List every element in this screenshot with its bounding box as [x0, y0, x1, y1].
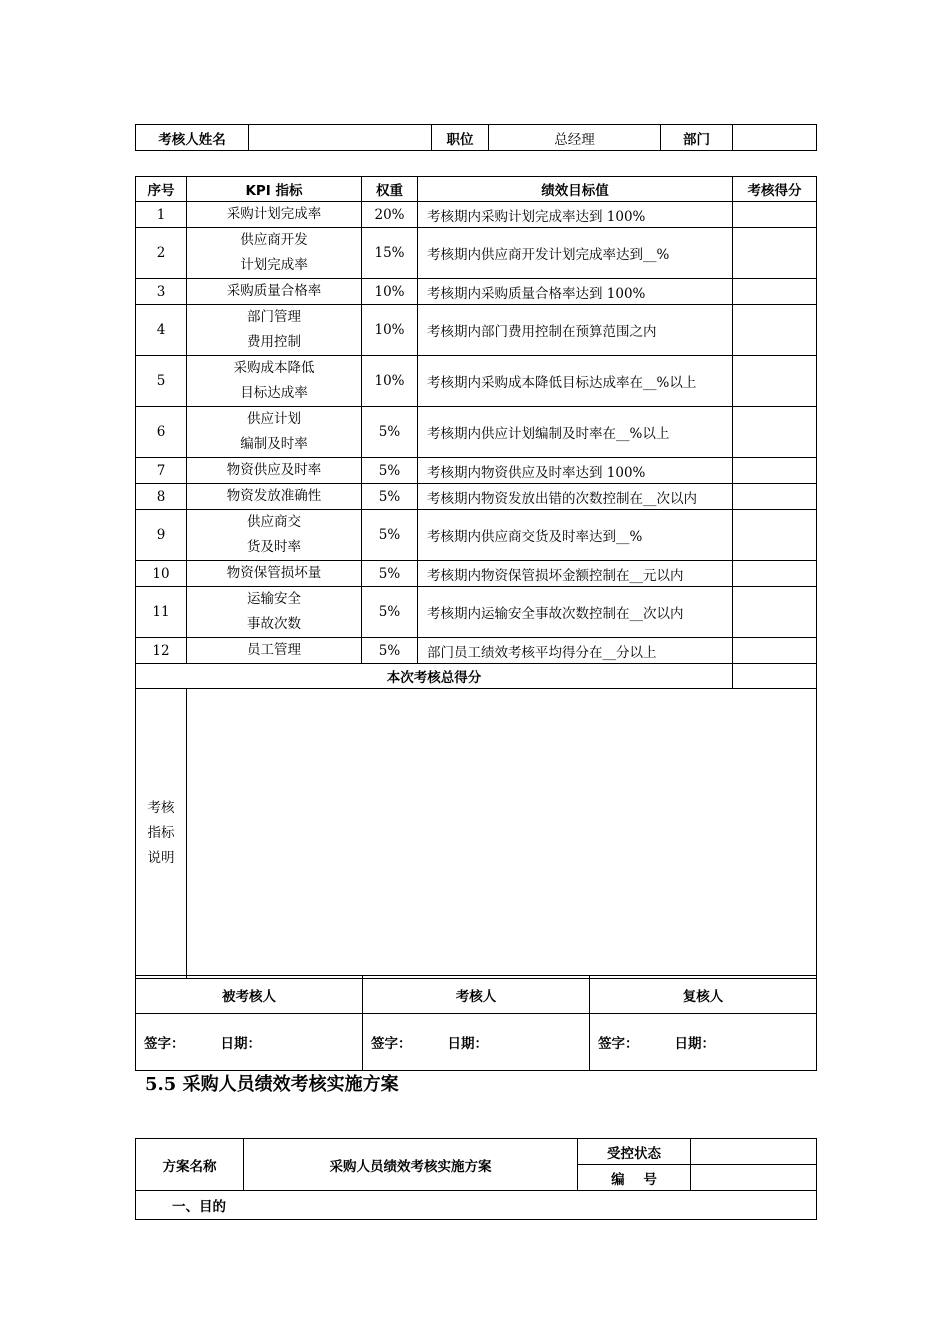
explain-label-line: 考核	[147, 800, 175, 816]
kpi-name-line: 供应计划	[247, 411, 301, 427]
table-row	[136, 510, 817, 561]
kpi-target: 考核期内物资保管损坏金额控制在__元以内	[418, 561, 733, 587]
kpi-target: 部门员工绩效考核平均得分在__分以上	[418, 638, 733, 664]
kpi-target: 考核期内采购计划完成率达到 100%	[418, 202, 733, 228]
kpi-seq: 10	[136, 561, 187, 587]
date-label: 日期：	[674, 1036, 715, 1052]
kpi-seq: 9	[136, 510, 187, 561]
kpi-seq: 6	[136, 407, 187, 458]
sign-label: 签字：	[598, 1036, 639, 1052]
table-row	[136, 638, 817, 664]
kpi-target: 考核期内运输安全事故次数控制在__次以内	[418, 587, 733, 638]
kpi-name	[187, 458, 362, 484]
kpi-name	[187, 561, 362, 587]
kpi-score-field[interactable]	[733, 458, 817, 484]
kpi-name	[187, 510, 362, 561]
kpi-score-field[interactable]	[733, 202, 817, 228]
kpi-name	[187, 407, 362, 458]
kpi-target: 考核期内物资发放出错的次数控制在__次以内	[418, 484, 733, 510]
kpi-target: 考核期内部门费用控制在预算范围之内	[418, 305, 733, 356]
total-score-label: 本次考核总得分	[136, 664, 733, 689]
control-status-label: 受控状态	[578, 1139, 691, 1165]
header-score: 考核得分	[733, 177, 817, 202]
kpi-target: 考核期内供应计划编制及时率在__%以上	[418, 407, 733, 458]
control-status-field[interactable]	[691, 1139, 817, 1165]
table-row	[136, 561, 817, 587]
explain-label-line: 说明	[147, 850, 175, 866]
assessee-info-table	[135, 124, 817, 151]
signature-table	[135, 975, 817, 1071]
reviewer-role: 复核人	[590, 976, 817, 1014]
assessee-name-label: 考核人姓名	[136, 125, 249, 151]
total-score-field[interactable]	[733, 664, 817, 689]
kpi-target: 考核期内物资供应及时率达到 100%	[418, 458, 733, 484]
kpi-weight: 10%	[362, 356, 418, 407]
kpi-score-field[interactable]	[733, 356, 817, 407]
kpi-name-line: 部门管理	[247, 309, 301, 325]
explain-label	[136, 689, 187, 979]
table-row	[136, 228, 817, 279]
kpi-name-line: 物资发放准确性	[226, 488, 322, 504]
kpi-name	[187, 356, 362, 407]
table-row	[136, 305, 817, 356]
header-weight: 权重	[362, 177, 418, 202]
kpi-name-line: 采购计划完成率	[226, 206, 322, 222]
kpi-table	[135, 176, 817, 979]
department-field[interactable]	[733, 125, 817, 151]
kpi-name-line: 事故次数	[247, 616, 301, 632]
reviewer-signature-cell[interactable]	[590, 1014, 817, 1071]
purpose-heading: 一、目的	[136, 1191, 817, 1220]
kpi-name	[187, 638, 362, 664]
kpi-name	[187, 587, 362, 638]
explain-content[interactable]	[187, 689, 817, 979]
number-field[interactable]	[691, 1165, 817, 1191]
sign-label: 签字：	[144, 1036, 185, 1052]
kpi-seq: 4	[136, 305, 187, 356]
kpi-name	[187, 484, 362, 510]
kpi-name-line: 计划完成率	[240, 257, 308, 273]
table-row	[136, 407, 817, 458]
kpi-weight: 5%	[362, 407, 418, 458]
plan-name-label: 方案名称	[136, 1139, 244, 1191]
kpi-name	[187, 279, 362, 305]
kpi-seq: 5	[136, 356, 187, 407]
total-score-row	[136, 664, 817, 689]
kpi-score-field[interactable]	[733, 279, 817, 305]
kpi-name-line: 供应商开发	[240, 232, 308, 248]
kpi-target: 考核期内采购成本降低目标达成率在__%以上	[418, 356, 733, 407]
kpi-name	[187, 228, 362, 279]
kpi-weight: 10%	[362, 279, 418, 305]
kpi-name-line: 物资保管损坏量	[226, 565, 322, 581]
kpi-header-row	[136, 177, 817, 202]
sign-label: 签字：	[371, 1036, 412, 1052]
kpi-weight: 5%	[362, 587, 418, 638]
header-target: 绩效目标值	[418, 177, 733, 202]
position-value: 总经理	[489, 125, 661, 151]
kpi-name-line: 采购质量合格率	[226, 283, 322, 299]
kpi-name-line: 货及时率	[247, 539, 301, 555]
kpi-weight: 5%	[362, 561, 418, 587]
plan-name-value: 采购人员绩效考核实施方案	[244, 1139, 578, 1191]
table-row	[136, 587, 817, 638]
kpi-score-field[interactable]	[733, 561, 817, 587]
kpi-weight: 15%	[362, 228, 418, 279]
table-row	[136, 484, 817, 510]
kpi-name-line: 目标达成率	[240, 385, 308, 401]
kpi-weight: 20%	[362, 202, 418, 228]
kpi-target: 考核期内采购质量合格率达到 100%	[418, 279, 733, 305]
assessor-role: 考核人	[363, 976, 590, 1014]
kpi-seq: 12	[136, 638, 187, 664]
kpi-name	[187, 202, 362, 228]
position-label: 职位	[432, 125, 489, 151]
kpi-name-line: 编制及时率	[240, 436, 308, 452]
kpi-weight: 5%	[362, 484, 418, 510]
kpi-name-line: 物资供应及时率	[226, 462, 322, 478]
kpi-weight: 5%	[362, 510, 418, 561]
explain-label-line: 指标	[147, 825, 175, 841]
table-row	[136, 202, 817, 228]
kpi-score-field[interactable]	[733, 638, 817, 664]
explain-row	[136, 689, 817, 979]
department-label: 部门	[661, 125, 733, 151]
header-seq: 序号	[136, 177, 187, 202]
table-row	[136, 458, 817, 484]
kpi-weight: 10%	[362, 305, 418, 356]
kpi-weight: 5%	[362, 638, 418, 664]
assessee-name-field[interactable]	[249, 125, 432, 151]
kpi-score-field[interactable]	[733, 587, 817, 638]
date-label: 日期：	[220, 1036, 261, 1052]
section-title: 5.5 采购人员绩效考核实施方案	[145, 1074, 399, 1095]
assessee-signature-cell[interactable]	[136, 1014, 363, 1071]
table-row	[136, 279, 817, 305]
kpi-name-line: 运输安全	[247, 591, 301, 607]
kpi-seq: 8	[136, 484, 187, 510]
plan-header-table	[135, 1138, 817, 1220]
kpi-score-field[interactable]	[733, 228, 817, 279]
number-label: 编 号	[578, 1165, 691, 1191]
kpi-name-line: 采购成本降低	[233, 360, 315, 376]
kpi-score-field[interactable]	[733, 407, 817, 458]
kpi-name-line: 费用控制	[247, 334, 301, 350]
header-kpi: KPI 指标	[187, 177, 362, 202]
assessee-role: 被考核人	[136, 976, 363, 1014]
kpi-target: 考核期内供应商交货及时率达到__%	[418, 510, 733, 561]
table-row	[136, 356, 817, 407]
kpi-seq: 11	[136, 587, 187, 638]
kpi-name-line: 员工管理	[247, 642, 301, 658]
kpi-weight: 5%	[362, 458, 418, 484]
kpi-score-field[interactable]	[733, 510, 817, 561]
kpi-target: 考核期内供应商开发计划完成率达到__%	[418, 228, 733, 279]
kpi-seq: 3	[136, 279, 187, 305]
kpi-score-field[interactable]	[733, 484, 817, 510]
assessor-signature-cell[interactable]	[363, 1014, 590, 1071]
kpi-score-field[interactable]	[733, 305, 817, 356]
kpi-name	[187, 305, 362, 356]
date-label: 日期：	[447, 1036, 488, 1052]
kpi-seq: 7	[136, 458, 187, 484]
kpi-seq: 1	[136, 202, 187, 228]
kpi-seq: 2	[136, 228, 187, 279]
kpi-name-line: 供应商交	[247, 514, 301, 530]
